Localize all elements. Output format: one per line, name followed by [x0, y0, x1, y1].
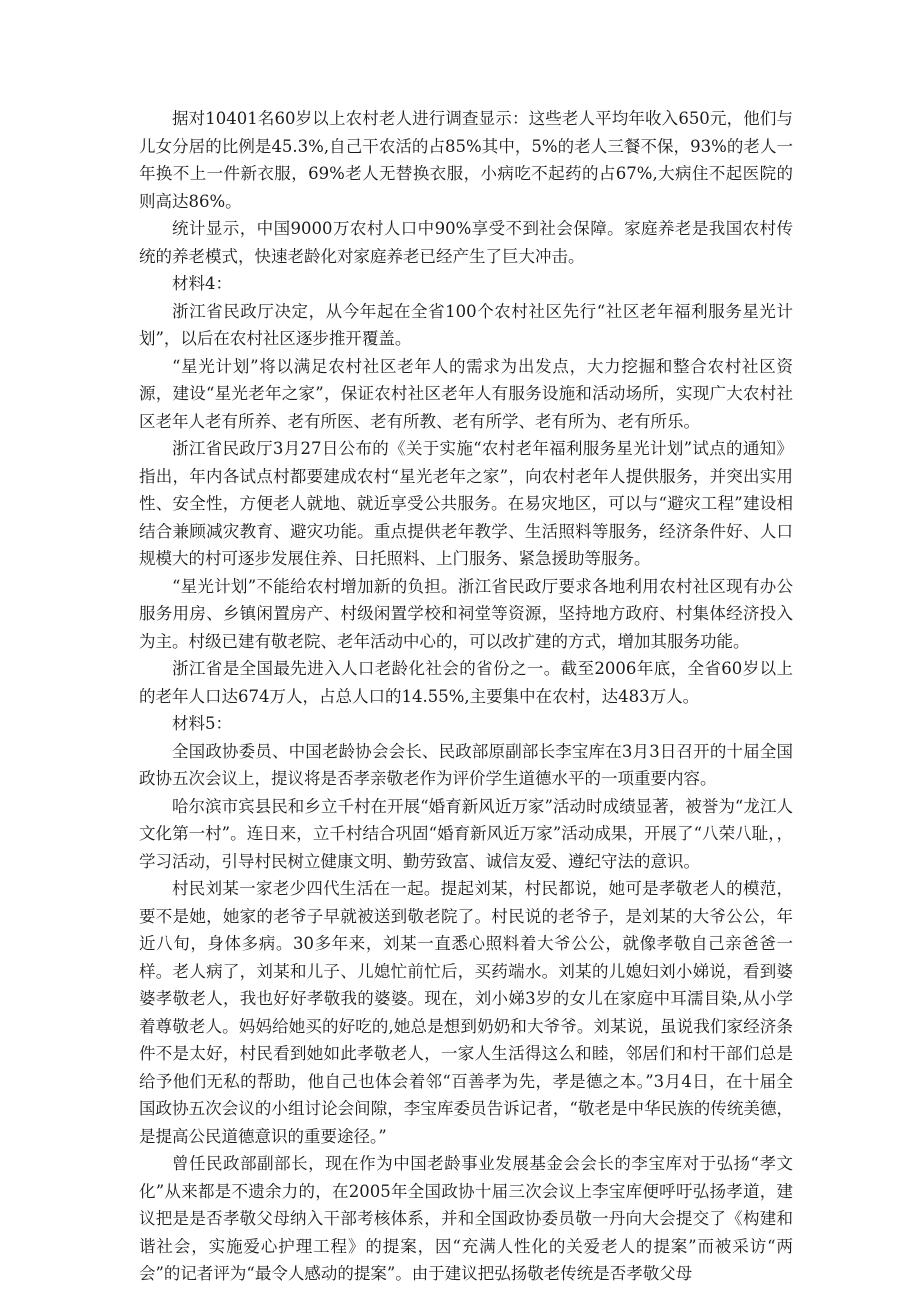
paragraph-li-baoku: 曾任民政部副部长，现在作为中国老龄事业发展基金会会长的李宝库对于弘扬“孝文化”从来都是不遗余力的，在2005年全国政协十届三次会议上李宝库便呼吁弘扬孝道，建议把是是否孝敬父母纳入干部考核体系，并和全国政协委员敬一丹向大会提交了《构建和谐社会，实施爱心护理工程》的提案，因“充满人性化的关爱老人的提案”而被采访“两会”的记者评为“最令人感动的提案”。由于建议把弘扬敬老传统是否孝敬父母 [139, 1154, 793, 1283]
paragraph-zhejiang-decision: 浙江省民政厅决定，从今年起在全省100个农村社区先行“社区老年福利服务星光计划”，以后在农村社区逐步推开覆盖。 [139, 301, 793, 348]
paragraph-starlight-plan: “星光计划”将以满足农村社区老年人的需求为出发点，大力挖掘和整合农村社区资源，建设“星光老年之家”，保证农村社区老年人有服务设施和活动场所，实现广大农村社区老年人老有所养、老有所医、老有所教、老有所学、老有所为、老有所乐。 [139, 356, 793, 431]
paragraph-survey-data: 据对10401名60岁以上农村老人进行调查显示：这些老人平均年收入650元，他们与儿女分居的比例是45.3%,自己干农活的占85%其中，5%的老人三餐不保，93%的老人一年换不上一件新衣服，69%老人无替换衣服，小病吃不起药的占67%,大病住不起医院的则高达86%。 [139, 109, 793, 211]
paragraph-statistics: 统计显示，中国9000万农村人口中90%享受不到社会保障。家庭养老是我国农村传统的养老模式，快速老龄化对家庭养老已经产生了巨大冲击。 [139, 219, 793, 266]
paragraph-proposal: 全国政协委员、中国老龄协会会长、民政部原副部长李宝库在3月3日召开的十届全国政协五次会议上，提议将是否孝亲敬老作为评价学生道德水平的一项重要内容。 [139, 741, 793, 788]
paragraph-aging-population: 浙江省是全国最先进入人口老龄化社会的省份之一。截至2006年底，全省60岁以上的老年人口达674万人，占总人口的14.55%,主要集中在农村，达483万人。 [139, 659, 793, 706]
paragraph-harbin-village: 哈尔滨市宾县民和乡立千村在开展“婚育新风近万家”活动时成绩显著，被誉为“龙江人文化第一村”。连日来，立千村结合巩固“婚育新风近万家”活动成果，开展了“八荣八耻，，学习活动，引导村民树立健康文明、勤劳致富、诚信友爱、遵纪守法的意识。 [139, 796, 793, 871]
heading-material-4: 材料4： [172, 274, 232, 293]
heading-material-5: 材料5： [172, 714, 232, 733]
document-body [139, 105, 793, 1288]
paragraph-liu-family: 村民刘某一家老少四代生活在一起。提起刘某，村民都说，她可是孝敬老人的模范，要不是她，她家的老爷子早就被送到敬老院了。村民说的老爷子，是刘某的大爷公公，年近八旬，身体多病。30多年来，刘某一直悉心照料着大爷公公，就像孝敬自己亲爸爸一样。老人病了，刘某和儿子、儿媳忙前忙后，买药端水。刘某的儿媳妇刘小娣说，看到婆婆孝敬老人，我也好好孝敬我的婆婆。现在，刘小娣3岁的女儿在家庭中耳濡目染,从小学着尊敬老人。妈妈给她买的好吃的,她总是想到奶奶和大爷爷。刘某说，虽说我们家经济条件不是太好，村民看到她如此孝敬老人，一家人生活得这么和睦，邻居们和村干部们总是给予他们无私的帮助，他自己也体会着邻“百善孝为先，孝是德之本。”3月4日，在十届全国政协五次会议的小组讨论会间隙，李宝库委员告诉记者，“敬老是中华民族的传统美德，是提高公民道德意识的重要途径。” [139, 879, 793, 1146]
paragraph-no-burden: “星光计划”不能给农村增加新的负担。浙江省民政厅要求各地利用农村社区现有办公服务用房、乡镇闲置房产、村级闲置学校和祠堂等资源，坚持地方政府、村集体经济投入为主。村级已建有敬老院、老年活动中心的，可以改扩建的方式，增加其服务功能。 [139, 576, 793, 651]
paragraph-notice: 浙江省民政厅3月27日公布的《关于实施“农村老年福利服务星光计划”试点的通知》指出，年内各试点村都要建成农村“星光老年之家”，向农村老年人提供服务，并突出实用性、安全性，方便老人就地、就近享受公共服务。在易灾地区，可以与“避灾工程”建设相结合兼顾减灾教育、避灾功能。重点提供老年教学、生活照料等服务，经济条件好、人口规模大的村可逐步发展住养、日托照料、上门服务、紧急援助等服务。 [139, 439, 793, 568]
